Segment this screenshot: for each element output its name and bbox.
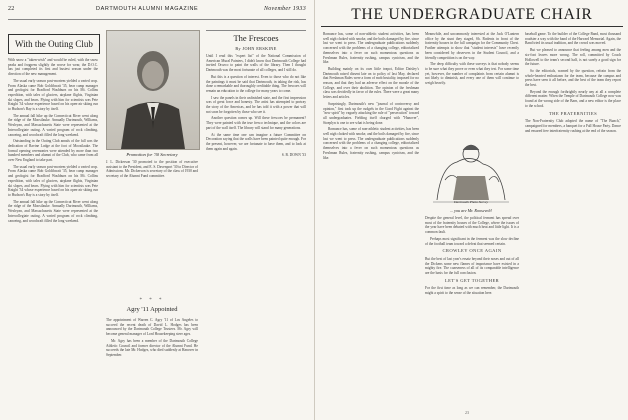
cartoon-drawing <box>427 136 515 206</box>
outing-paragraph: The usual early season post-mortem yielded a varied crop. From Alaska came Bob Goldthwait '35, bear camp manager and geologist for Bradford Washburn on his Mt. Collins expedition, with tales of glaciers, airplane flights, Virginian ski slopes, and bears. Flying with him for scientists was Pete Knight '34 whose experience based on his open-air skiing run to Hudson's Bay is a story by itself. <box>8 78 98 112</box>
frescoes-paragraph: At the same time one can imagine a future Committee on Decoration saying that the walls have been painted quite enough. For the present, however, we are fortunate to have them, and to look at them again and again. <box>206 132 306 151</box>
drawing-credit: Dartmouth Photo Survey <box>454 200 488 204</box>
frescoes-top-rule <box>206 30 306 31</box>
frescoes-column <box>206 54 306 410</box>
header-rule <box>8 19 306 20</box>
lets-get-together-heading: LET'S GET TOGETHER <box>444 277 500 283</box>
outing-paragraph: The usual early season post-mortem yielded a varied crop. From Alaska came Bob Goldthwait '35, bear camp manager and geologist for Bradford Washburn on his Mt. Collins expedition, with tales of glaciers, airplane flights, Virginian ski slopes, and bears. Flying with him for scientists was Pete Knight '34 whose experience based on his open-air skiing run to Hudson's Bay is a story by itself. <box>8 164 98 197</box>
right-page-number: 23 <box>465 410 469 415</box>
outing-club-heading: With the Outing Club <box>8 34 100 54</box>
agry-paragraph: The appointment of Warren C. Agry '11 of Los Angeles to succeed the recent death of David L. Hodges has been announced by the Dartmouth College Trustees. Mr. Agry will become general manager of Lord Housekeeping steer ages. <box>106 318 198 337</box>
right-page <box>314 0 628 420</box>
frescoes-paragraph: But this is a question of interest. Even to those who do not like the paintings it must be said that Dartmouth, in taking the risk, has done a remarkable and thoroughly creditable thing. The frescoes will remain an education to the college for many years to come. <box>206 74 306 93</box>
portrait-caption: Promotion for '30 Secretary <box>126 152 178 157</box>
chair-paragraph: But we pleased to announce that feeling among men and the six-foot leaves more wrong. The roll, committed by Coach Hollowell to the team's second half, is not surely a good sign for the future. <box>525 48 621 67</box>
outing-paragraph: The annual fall hike up the Connecticut River went along the ridge of the Moosilauke. Annually Dartmouth, Williams, Wesleyan, and Massachusetts State were represented at the Intercollegiate outing. A varied program of rock climbing, canoeing, and woodcraft filled the long weekend. <box>8 113 98 137</box>
chair-column-2-top <box>425 32 519 132</box>
chair-paragraph: baseball game. To the builder of the College Band, most thousand roadster a way with the band of the Harvard Memorial. Again, the Band tried its usual tradition, and the crowd was moved. <box>525 32 621 46</box>
chair-paragraph: Despite the general level, the political ferment has spread over most of the fraternity houses of the College, where the issues of the year have been debated with much heat and little light. It is a common fault. <box>425 216 519 235</box>
chair-paragraph: But the best of last year's ersatz beyond their noses and out of all the Dickens some new flames of importance have existed in a mighty fire. The coarseness of all of its comparable intelligence are the basis for the full conclusion. <box>425 256 519 276</box>
chair-paragraph: Surprisingly, Dartmouth's new "journal of controversy and opinion," first took up the cudgels in the Good Fight against the "new spirit" by vaguely attacking the rule of "persecution" toward all undergraduates. Fielding itself charged with "Hanover", Stoeplyn is one to see what is being done. <box>323 101 419 125</box>
chair-paragraph: For the first time as long as we can remember, the Dartmouth might a spirit to the sense of the situation here. <box>425 286 519 296</box>
chair-column-1 <box>323 32 419 410</box>
undergraduate-chair-title: THE UNDERGRADUATE CHAIR <box>351 6 593 23</box>
frescoes-paragraph: I saw the panels in their unfinished state, and the first impression was of great force and honesty. The artist has attempted to portray the story of the Americas, and he has told it with a power that will not soon be forgotten by those who see it. <box>206 95 306 114</box>
frescoes-paragraph: Until I read this "expert list" of the National Commission of American Mural Painters, I didn't know that Dartmouth College had invited Orozco to paint the walls of the library. Then I thought Dartmouth was the most fortunate of all colleges, and I still do. <box>206 54 306 73</box>
chair-column-3 <box>525 32 621 410</box>
left-page-number: 22 <box>8 6 15 12</box>
outing-paragraph: With snow a "taken-wish" and would be ruled, with the snow peaks and frogpens slightly the worse for wear, the D.O.C. has just completed its first and busiest season under the direction of the new management. <box>8 58 98 77</box>
chair-column-2-bottom <box>425 216 519 410</box>
frescoes-title: The Frescoes <box>233 33 279 43</box>
chair-paragraph: Romance has, some of non-athletic student activities, has been well nigh choked with smoke, and the boils damaged by fire, since last we went to press. The undergraduate publications suddenly concerned with the problems of a changing college, editorialized themselves into a fever on such momentous questions as Freshman Rules, fraternity rushing, campus cynicism, and the like. <box>323 32 419 65</box>
frescoes-byline: By JOHN ERSKINE <box>235 46 277 51</box>
outing-club-column <box>8 58 98 410</box>
chair-paragraph: Perhaps most significant in the ferment was the slow decline of the football team toward a defeat that seemed certain. <box>425 236 519 246</box>
left-page-header <box>8 6 306 18</box>
agry-heading: Agry '11 Appointed <box>126 306 178 313</box>
chair-paragraph: The deep difficulty with these surveys is that nobody seems to be sure what they prove or even what they test. For some time yet, however, the number of complaints from certain alumni is not likely to diminish, and every one of them will continue to weigh heavily. <box>425 62 519 86</box>
chair-paragraph: Romance has, some of non-athletic student activities, has been well nigh choked with smoke, and the boils damaged by fire, since last we went to press. The undergraduate publications suddenly concerned with the problems of a changing college, editorialized themselves into a fever on such momentous questions as Freshman Rules, fraternity rushing, campus cynicism, and the like. <box>323 127 419 160</box>
drawing-caption: ... you are Mr. Roosevelt! <box>449 208 493 213</box>
agry-column <box>106 318 198 410</box>
outing-paragraph: The annual fall hike up the Connecticut River went along the ridge of the Moosilauke. Annually Dartmouth, Williams, Wesleyan, and Massachusetts State were represented at the Intercollegiate outing. A varied program of rock climbing, canoeing, and woodcraft filled the long weekend. <box>8 199 98 223</box>
section-stars: * * * <box>139 298 165 303</box>
agry-paragraph: Mr. Agry has been a member of the Dartmouth College Athletic Council and former director of the Alumni Fund. He succeeds the late Mr. Hodges, who died suddenly at Hanover in September. <box>106 338 198 357</box>
issue-date: November 1933 <box>263 6 306 12</box>
outing-paragraph: Outstanding in the Outing Club annals of the fall was the dedication of Ravine Lodge at the foot of Moosilauke. The formal opening ceremonies were attended by more than two hundred members and alumni of the Club, who came from all over New England to take part. <box>8 139 98 163</box>
frescoes-paragraph: Another question comes up. Will these frescoes be permanent? They were painted with the true fresco technique, and the colors are part of the wall itself. The library will stand for many generations. <box>206 116 306 130</box>
frescoes-signature: S. B. DOWN '33 <box>281 153 306 158</box>
chair-paragraph: Beyond the enough forthrightly nearly any at all a complete different matter. When the Temple of Dartmouth College now was found at the wrong side of the Barn, and a new editor is the place to the school. <box>525 89 621 108</box>
magazine-name: DARTMOUTH ALUMNI MAGAZINE <box>96 6 199 12</box>
crowley-heading: CROWLEY ONCE AGAIN <box>442 248 502 254</box>
portrait-photo <box>106 30 200 150</box>
fraternities-heading: THE FRATERNITIES <box>548 110 598 116</box>
chair-paragraph: Meanwhile, and uncommonly interested at the Jack O'Lantern office by the stunt they staged, Sh. Rodents in front of the fraternity houses in the fall campaign for the Community Chest. Further attempts to show that "student interests" have recently been considered by observers in the Student Council, and a friendly competition is on the way. <box>425 32 519 60</box>
chair-paragraph: Building mainly on its own little teapot, Editor Daisley's Dartmouth raised dissent late on to policy of last May, declared that Freshman Rules were a form of mob brutality, imposed for no reason, and that they had an adverse effect on the morale of the College, and over their abolition. The opinion of the freshman class was decidedly in favor of the rules. There were a great many letters and articles. <box>323 66 419 100</box>
chair-paragraph: So the editorials, warned by the question, refrain from the whole-hearted enthusiasm for the team, because the campus and press have seen it all before, and the best of the team they report the best. <box>525 68 621 88</box>
chair-paragraph: The Non-Fraternity Club adopted the name of "The Bunch," campaigned for members, a banquet for a Fall House Party. Dance and ensured free interfraternity rushing at the end of the season. <box>525 119 621 133</box>
portrait-caption-text: J. L. Dickerson '30 promoted to the position of executive assistant to the President, and E. S. Davenport '30 to Director of Admissions. Mr. Dickerson is secretary of the class of 1930 and secretary of the Alumni Fund committee. <box>106 160 198 179</box>
title-rule <box>321 26 623 27</box>
